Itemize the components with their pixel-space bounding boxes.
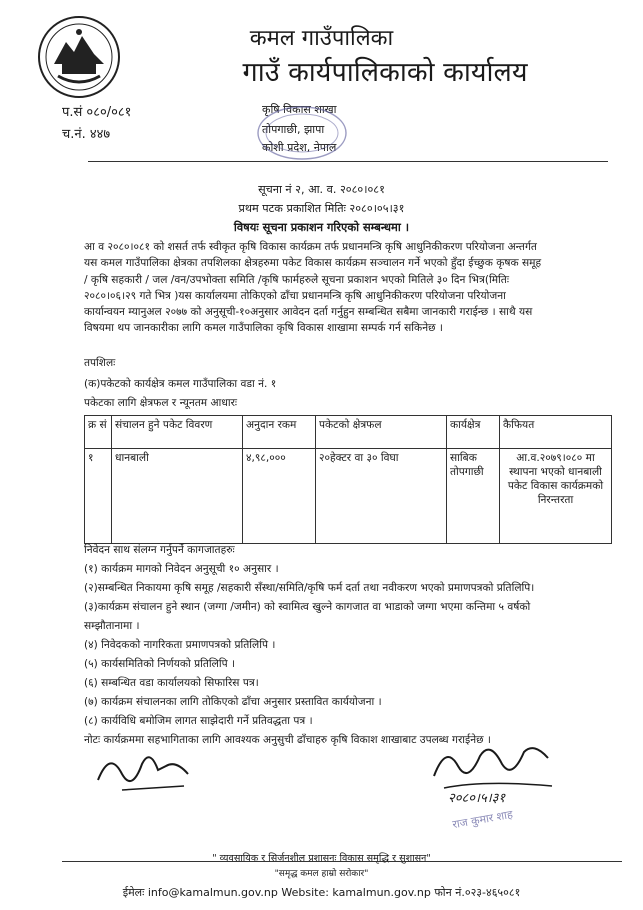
cell-remarks: आ.व.२०७९।०८० मा स्थापना भएको धानबाली पकेट विकास कार्यक्रमको निरन्तरता: [500, 449, 612, 544]
table-row: [85, 449, 612, 544]
footer-divider: [62, 861, 622, 862]
list-item: (८) कार्यविधि बमोजिम लागत साझेदारी गर्ने प्रतिवद्धता पत्र ।: [84, 715, 313, 727]
subject-line: विषयः सूचना प्रकाशन गरिएको सम्बन्धमा ।: [233, 220, 410, 234]
footer-slogan: " व्यवसायिक र सिर्जनशील प्रशासनः विकास समृद्धि र सुशासन": [212, 853, 431, 864]
first-published-date: प्रथम पटक प्रकाशित मितिः २०८०।०५।३१: [238, 202, 405, 215]
cell-area: २०हेक्टर वा ३० विघा: [316, 449, 447, 544]
documents-note: नोटः कार्यक्रममा सहभागिताका लागि आवश्यक अनुसुची ढाँचाहरु कृषि विकाश शाखाबाट उपलब्ध गराईनेछ ।: [84, 734, 491, 746]
pocket-area: (क)पकेटको कार्यक्षेत्र कमल गाउँपालिका वडा नं. १: [84, 378, 277, 390]
header-remarks: कैफियत: [500, 416, 612, 449]
body-line: २०८०।०६।२९ गते भित्र )यस कार्यालयमा तोकिएको ढाँचा प्रधानमन्त्रि कृषि आधुनिकीकरण परियोजना परियोजना: [84, 289, 506, 302]
reference-number: प.सं ०८०/०८१: [62, 105, 132, 120]
header-divider: [88, 161, 608, 162]
list-item: (६) सम्बन्धित वडा कार्यालयको सिफारिस पत्र।: [84, 677, 259, 689]
header-area: पकेटको क्षेत्रफल: [316, 416, 447, 449]
body-line: / कृषि सहकारी / जल /वन/उपभोक्ता समिति /कृषि फार्महरुले सूचना प्रकाशन भएको मितिले ३० दिन भित्र(मितिः: [84, 273, 509, 286]
details-heading: तपशिलः: [84, 357, 116, 369]
signature-left: [92, 740, 202, 802]
dispatch-number: च.नं. ४४७: [62, 127, 111, 142]
location: तोपगाछी, झापा: [262, 123, 325, 136]
signature-stamp-name: राज कुमार शाह: [451, 807, 514, 832]
table-header-row: [85, 416, 612, 449]
signature-date: २०८०।५।३१: [448, 791, 506, 806]
municipality-name: कमल गाउँपालिका: [249, 26, 394, 51]
body-line: कार्यान्वयन म्यानुअल २०७७ को अनुसूची-१०अनुसार आवेदन दर्ता गर्नुहुन सम्बन्धित सबैमा जानकारी गराईन्छ । साथै यस: [84, 306, 533, 319]
branch-name: कृषि विकास शाखा: [262, 103, 337, 116]
notice-body: [84, 239, 610, 337]
header-region: कार्यक्षेत्र: [447, 416, 500, 449]
province: कोशी प्रदेश, नेपाल: [262, 141, 337, 154]
header-grant: अनुदान रकम: [243, 416, 316, 449]
cell-region: साबिक तोपगाछी: [447, 449, 500, 544]
list-item: (४) निवेदकको नागरिकता प्रमाणपत्रको प्रतिलिपि ।: [84, 639, 276, 651]
footer-tagline: "समृद्ध कमल हाम्रो सरोकार": [274, 869, 369, 879]
pocket-table: [84, 415, 612, 544]
list-item: (१) कार्यक्रम मागको निवेदन अनुसूची १० अनुसार ।: [84, 563, 279, 575]
documents-list: [84, 541, 614, 750]
list-item: (३)कार्यक्रम संचालन हुने स्थान (जग्गा /जमीन) को स्वामित्व खुल्ने कागजात वा भाडाको जग्गा भएमा कन्तिमा ५ वर्षको: [84, 601, 531, 613]
body-line: यस कमल गाउँपालिका क्षेत्रका तपशिलका क्षेत्रहरुमा पकेट विकास कार्यक्रम सञ्चालन गर्ने भएको हुँदा ईच्छुक कृषक समूह: [84, 257, 542, 270]
cell-grant: ४,९८,०००: [243, 449, 316, 544]
footer-contact: ईमेलः info@kamalmun.gov.np Website: kamalmun.gov.np फोन नं.०२३-४६५०८१: [122, 886, 521, 899]
pocket-criteria: पकेटका लागि क्षेत्रफल र न्यूनतम आधारः: [84, 397, 238, 409]
list-item: (७) कार्यक्रम संचालनका लागि तोकिएको ढाँचा अनुसार प्रस्तावित कार्ययोजना ।: [84, 696, 382, 708]
list-item: सम्झौतानामा ।: [84, 620, 140, 632]
list-item: (२)सम्बन्धित निकायमा कृषि समूह /सहकारी सँस्था/समिति/कृषि फर्म दर्ता तथा नवीकरण भएको प्रमाणपत्रको प्रतिलिपि।: [84, 582, 535, 594]
notice-number: सूचना नं २, आ. व. २०८०।०८१: [258, 183, 385, 196]
cell-sn: १: [85, 449, 112, 544]
header-sn: क्र सं: [85, 416, 112, 449]
documents-intro: निवेदन साथ संलग्न गर्नुपर्ने कागजातहरुः: [84, 544, 235, 556]
office-stamp: [254, 104, 350, 162]
body-line: आ व २०८०।०८१ को शसर्त तर्फ स्वीकृत कृषि विकास कार्यक्रम तर्फ प्रधानमन्त्रि कृषि आधुनिकीकरण परियोजना अन्तर्गत: [84, 241, 537, 253]
list-item: (५) कार्यसमितिको निर्णयको प्रतिलिपि ।: [84, 658, 235, 670]
cell-pocket: धानबाली: [112, 449, 243, 544]
header-pocket: संचालन हुने पकेट विवरण: [112, 416, 243, 449]
body-line: विषयमा थप जानकारीका लागि कमल गाउँपालिका कृषि विकास शाखामा सम्पर्क गर्न सकिनेछ ।: [84, 322, 443, 335]
office-name: गाउँ कार्यपालिकाको कार्यालय: [242, 57, 528, 88]
